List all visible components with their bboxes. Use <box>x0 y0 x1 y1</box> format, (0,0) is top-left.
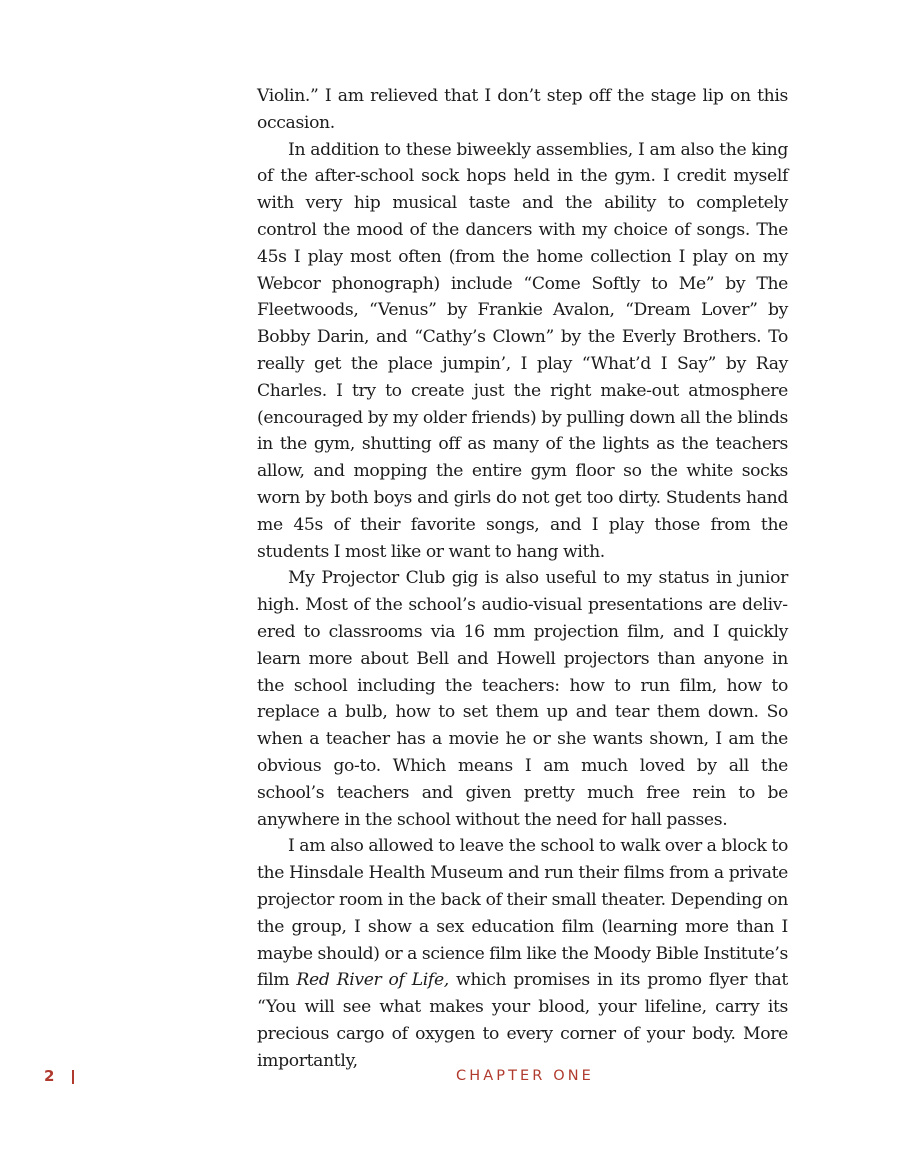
paragraph-projector-club: My Projector Club gig is also useful to my status in junior high. Most of the school’s audio-visual presentations are delivered to classrooms via 16 mm projection film, and I quickly learn more about Bell and Howell projectors than anyone in the school including the teachers: how to run film, how to replace a bulb, how to set them up and tear them down. So when a teacher has a movie he or she wants shown, I am the obvious go-to. Which means I am much loved by all the school’s teachers and given pretty much free rein to be anywhere in the school without the need for hall passes. <box>257 568 788 830</box>
paragraph-violin-continuation: Violin.” I am relieved that I don’t step off the stage lip on this occasion. <box>257 86 788 133</box>
running-head: CHAPTER ONE <box>456 1068 594 1084</box>
page-number: 2 <box>44 1067 55 1085</box>
body-text-column <box>257 83 788 1074</box>
film-title: Red River of Life, <box>296 970 449 991</box>
footer-divider <box>72 1070 74 1084</box>
paragraph-sock-hops: In addition to these biweekly assemblies, I am also the king of the after-school sock hops held in the gym. I credit myself with very hip musical taste and the ability to completely control the mood of the dancers with my choice of songs. The 45s I play most often (from the home collection I play on my Webcor phonograph) include “Come Softly to Me” by The Fleetwoods, “Venus” by Frankie Avalon, “Dream Lover” by Bobby Darin, and “Cathy’s Clown” by the Everly Brothers. To really get the place jumpin’, I play “What’d I Say” by Ray Charles. I try to create just the right make-out atmosphere (encouraged by my older friends) by pulling down all the blinds in the gym, shutting off as many of the lights as the teachers allow, and mopping the entire gym floor so the white socks worn by both boys and girls do not get too dirty. Students hand me 45s of their favorite songs, and I play those from the students I most like or want to hang with. <box>257 139 788 562</box>
paragraph-text-before-title: I am also allowed to leave the school to walk over a block to the Hinsdale Health Museum and run their films from a private projector room in the back of their small theater. Depending on the group, I show a sex education film (learning more than I maybe should) or a science film like the Moody Bible Institute’s film <box>257 836 788 991</box>
page-footer <box>0 1067 908 1087</box>
paragraph-health-museum <box>257 833 788 1074</box>
paragraph-text-after-title: which promises in its promo flyer that “You will see what makes your blood, your lifeline, carry its precious cargo of oxygen to every corner of your body. More importantly, <box>257 970 788 1071</box>
